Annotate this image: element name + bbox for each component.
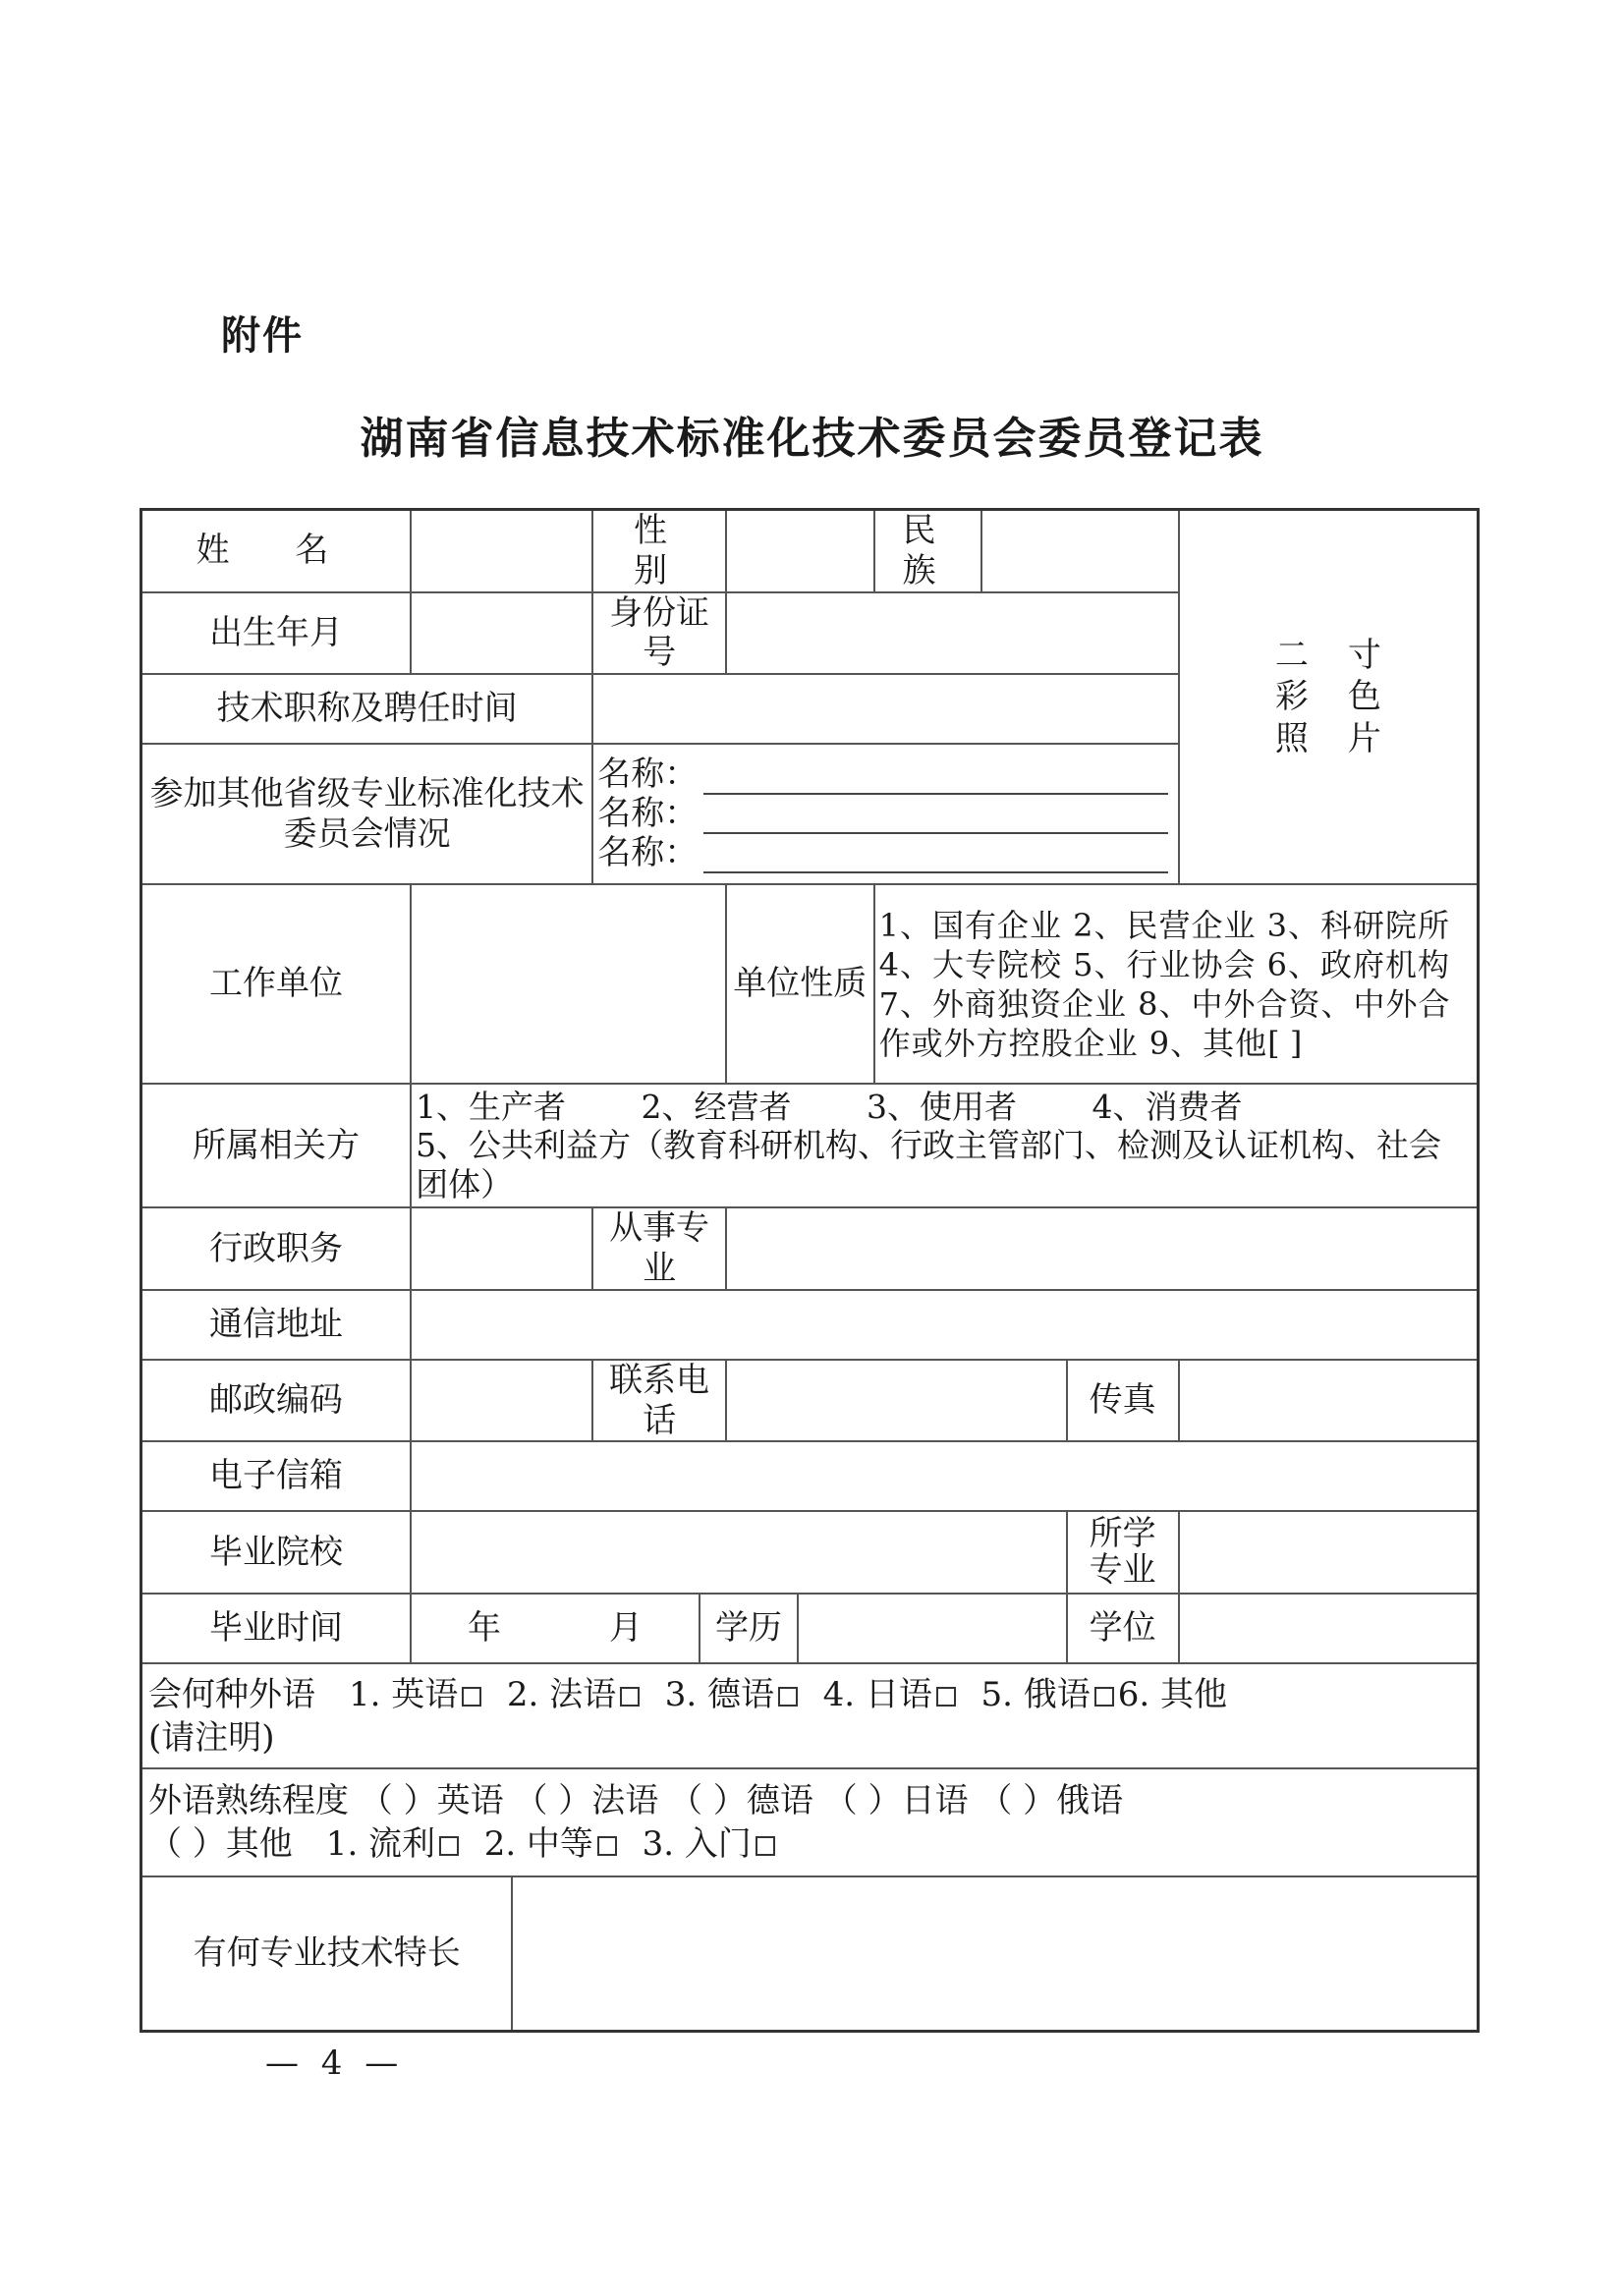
form-title: 湖南省信息技术标准化技术委员会委员登记表 — [360, 414, 1264, 464]
degree-label: 学位 — [1067, 1594, 1179, 1663]
photo-area[interactable]: 二 寸 彩 色 照 片 — [1179, 510, 1479, 885]
other-committee-label: 参加其他省级专业标准化技术委员会情况 — [141, 744, 593, 884]
checkbox-icon[interactable] — [597, 1836, 617, 1856]
attachment-label: 附件 — [221, 313, 304, 359]
work-unit-label: 工作单位 — [141, 884, 412, 1084]
other-committee-names — [592, 744, 1178, 884]
ethnicity-value[interactable] — [981, 510, 1178, 592]
year-label: 年 — [468, 1608, 502, 1649]
checkbox-icon[interactable] — [439, 1836, 459, 1856]
month-label: 月 — [609, 1608, 644, 1649]
registration-form — [140, 508, 1480, 2033]
languages-note: (请注明) — [148, 1717, 275, 1758]
birth-value[interactable] — [411, 592, 592, 675]
postcode-value[interactable] — [411, 1360, 592, 1442]
stakeholder-line-2: 5、公共利益方（教育科研机构、行政主管部门、检测及认证机构、社会团体） — [416, 1126, 1442, 1203]
proficiency-beginner: 3. 入门 — [642, 1824, 752, 1865]
languages-japanese: 4. 日语 — [822, 1674, 932, 1714]
address-value[interactable] — [411, 1290, 1478, 1360]
address-label: 通信地址 — [141, 1290, 412, 1360]
email-label: 电子信箱 — [141, 1441, 412, 1511]
education-value[interactable] — [798, 1594, 1066, 1663]
phone-label: 联系电话 — [592, 1360, 726, 1442]
grad-time-value[interactable] — [411, 1594, 700, 1663]
grad-time-label: 毕业时间 — [141, 1594, 412, 1663]
gender-value[interactable] — [726, 510, 874, 592]
checkbox-icon[interactable] — [936, 1687, 956, 1707]
profession-label: 从事专业 — [592, 1207, 726, 1290]
admin-post-label: 行政职务 — [141, 1207, 412, 1290]
phone-value[interactable] — [726, 1360, 1067, 1442]
languages-russian: 5. 俄语 — [980, 1674, 1091, 1714]
fax-value[interactable] — [1179, 1360, 1479, 1442]
name-label: 姓 名 — [141, 510, 412, 592]
stakeholder-line-1: 1、生产者 2、经营者 3、使用者 4、消费者 — [416, 1087, 1243, 1126]
id-number-label: 身份证号 — [592, 592, 726, 675]
name-value[interactable] — [411, 510, 592, 592]
checkbox-icon[interactable] — [462, 1687, 481, 1707]
ethnicity-label: 民 族 — [874, 510, 982, 592]
work-unit-value[interactable] — [411, 884, 726, 1084]
languages-french: 2. 法语 — [506, 1674, 617, 1714]
checkbox-icon[interactable] — [756, 1836, 775, 1856]
birth-label: 出生年月 — [141, 592, 412, 675]
proficiency-fluent: （ ）其他 1. 流利 — [148, 1824, 436, 1865]
profession-value[interactable] — [726, 1207, 1479, 1290]
checkbox-icon[interactable] — [1094, 1687, 1114, 1707]
gender-label: 性 别 — [592, 510, 726, 592]
committee-name-line[interactable]: 名称： — [597, 756, 1171, 795]
proficiency-row — [141, 1768, 1479, 1876]
proficiency-line-1: 外语熟练程度 （ ）英语 （ ）法语 （ ）德语 （ ）日语 （ ）俄语 — [148, 1781, 1124, 1821]
page-number: — 4 — — [265, 2043, 405, 2083]
unit-nature-options[interactable]: 1、国有企业 2、民营企业 3、科研院所 4、大专院校 5、行业协会 6、政府机构 7、外商独资企业 8、中外合资、中外合作或外方控股企业 9、其他[ ] — [874, 884, 1479, 1084]
unit-nature-label: 单位性质 — [726, 884, 874, 1084]
email-value[interactable] — [411, 1441, 1478, 1511]
committee-name-line[interactable]: 名称： — [597, 834, 1171, 873]
checkbox-icon[interactable] — [778, 1687, 798, 1707]
stakeholder-label: 所属相关方 — [141, 1084, 412, 1207]
proficiency-medium: 2. 中等 — [483, 1824, 593, 1865]
title-label: 技术职称及聘任时间 — [141, 674, 593, 744]
school-value[interactable] — [411, 1511, 1066, 1594]
education-label: 学历 — [700, 1594, 798, 1663]
languages-row — [141, 1663, 1479, 1768]
degree-value[interactable] — [1179, 1594, 1479, 1663]
stakeholder-options[interactable] — [411, 1084, 1478, 1207]
languages-english: 会何种外语 1. 英语 — [148, 1674, 459, 1714]
major-label: 所学专业 — [1067, 1511, 1179, 1594]
postcode-label: 邮政编码 — [141, 1360, 412, 1442]
school-label: 毕业院校 — [141, 1511, 412, 1594]
fax-label: 传真 — [1067, 1360, 1179, 1442]
languages-german: 3. 德语 — [664, 1674, 774, 1714]
committee-name-line[interactable]: 名称： — [597, 795, 1171, 834]
title-value[interactable] — [592, 674, 1178, 744]
languages-other: 6. 其他 — [1117, 1674, 1227, 1714]
admin-post-value[interactable] — [411, 1207, 592, 1290]
major-value[interactable] — [1179, 1511, 1479, 1594]
id-number-value[interactable] — [726, 592, 1179, 675]
specialty-label: 有何专业技术特长 — [141, 1876, 513, 2031]
specialty-value[interactable] — [512, 1876, 1478, 2031]
checkbox-icon[interactable] — [620, 1687, 640, 1707]
